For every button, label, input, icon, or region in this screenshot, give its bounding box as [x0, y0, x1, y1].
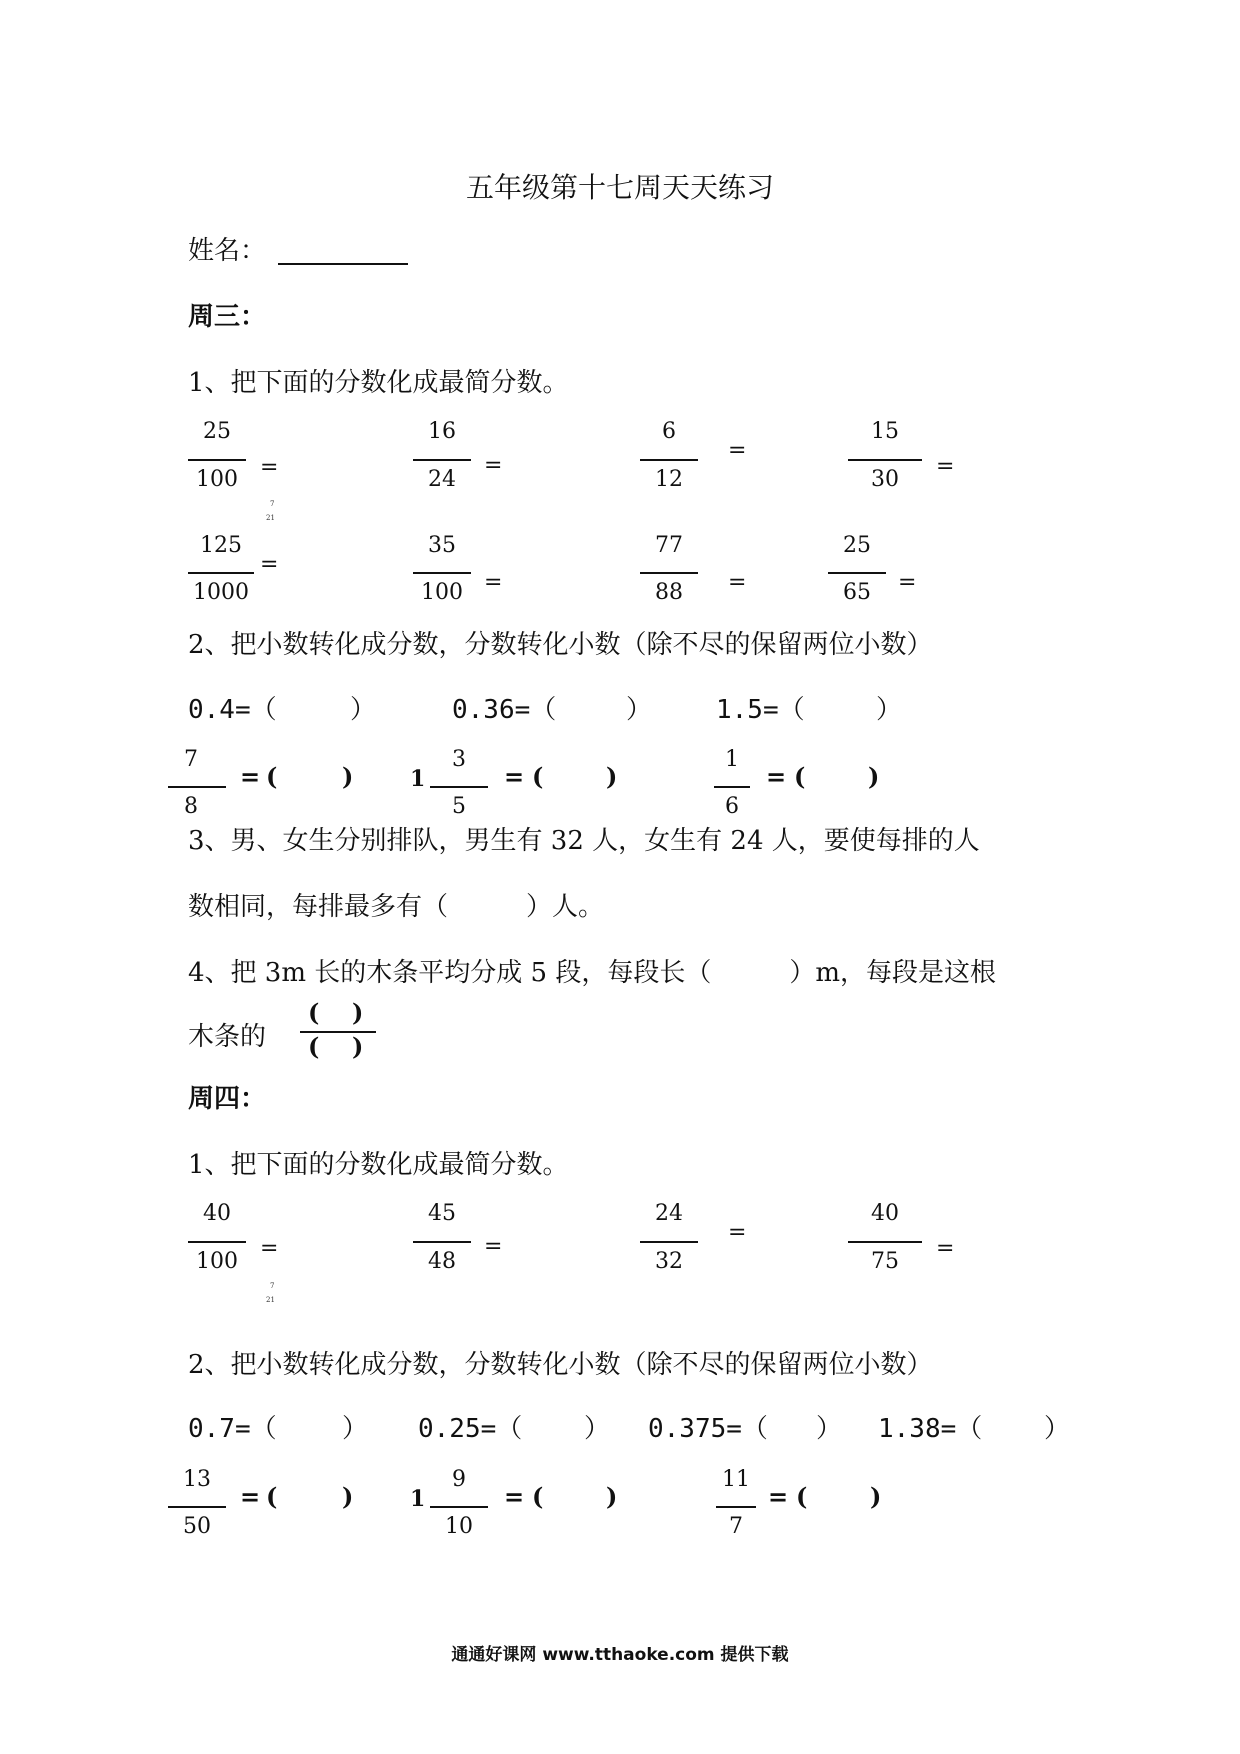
q3-line2: 数相同，每排最多有（ ）人。: [188, 892, 605, 922]
fraction-bar: [413, 1241, 471, 1243]
close-paren: ): [352, 1032, 364, 1061]
fraction-numerator: 25: [843, 533, 871, 558]
fraction-denominator: 1000: [193, 580, 249, 605]
equals-sign: =: [728, 438, 747, 463]
close-paren: ): [606, 1482, 618, 1511]
q2-text-thursday: 2、把小数转化成分数，分数转化小数（除不尽的保留两位小数）: [188, 1350, 933, 1380]
q1-text-thursday: 1、把下面的分数化成最简分数。: [188, 1150, 569, 1180]
fraction-numerator: 125: [200, 533, 242, 558]
fraction-bar: [413, 459, 471, 461]
close-paren: ): [868, 762, 880, 791]
fraction-bar: [716, 1506, 756, 1508]
decimal-item: 0.375=（: [648, 1414, 768, 1444]
fraction-numerator: 40: [203, 1201, 231, 1226]
open-paren: (: [532, 1482, 544, 1511]
fraction: [188, 1202, 246, 1286]
fraction-numerator: 13: [183, 1467, 211, 1492]
name-label: 姓名：: [188, 236, 267, 266]
open-paren: (: [266, 762, 278, 791]
fraction-denominator: 65: [843, 580, 871, 605]
fraction-denominator: 5: [452, 794, 466, 819]
day-label-thursday: 周四：: [188, 1084, 267, 1114]
equals-sign: =: [260, 552, 279, 577]
equals-sign: =: [484, 1234, 503, 1259]
equals-sign: =: [504, 1482, 525, 1511]
fraction-numerator: 6: [662, 419, 676, 444]
open-paren: (: [794, 762, 806, 791]
fraction: [413, 420, 471, 504]
fraction-numerator: 15: [871, 419, 899, 444]
fraction: [430, 1468, 488, 1552]
fraction: [168, 1468, 226, 1552]
close-paren: ): [342, 762, 354, 791]
fraction-bar: [430, 786, 488, 788]
fraction-numerator: 77: [655, 533, 683, 558]
fraction-denominator: 100: [421, 580, 463, 605]
fraction-denominator: 75: [871, 1249, 899, 1274]
fraction-denominator: 48: [428, 1249, 456, 1274]
decimal-item: 0.4=（: [188, 695, 277, 725]
decimal-item: 1.38=（: [878, 1414, 983, 1444]
fraction: [848, 420, 922, 504]
fraction-numerator: 3: [452, 747, 466, 772]
fraction-numerator: 9: [452, 1467, 466, 1492]
fraction-denominator: 12: [655, 467, 683, 492]
equals-sign: =: [504, 762, 525, 791]
fraction-bar: [640, 572, 698, 574]
fraction-denominator: 100: [196, 1249, 238, 1274]
fraction-denominator: 10: [445, 1514, 473, 1539]
decimal-item: 0.25=（: [418, 1414, 523, 1444]
fraction-numerator: 1: [725, 747, 739, 772]
fraction-denominator: 8: [184, 794, 198, 819]
equals-sign: =: [484, 453, 503, 478]
page-title: 五年级第十七周天天练习: [465, 171, 774, 204]
q4-line1: 4、把 3m 长的木条平均分成 5 段，每段长（ ）m，每段是这根: [188, 958, 996, 988]
q3-line1: 3、男、女生分别排队，男生有 32 人，女生有 24 人，要使每排的人: [188, 826, 980, 856]
equals-sign: =: [898, 570, 917, 595]
close-paren: ): [870, 1482, 882, 1511]
close-paren: ): [606, 762, 618, 791]
decimal-close-paren: ）: [626, 695, 653, 725]
decimal-close-paren: ）: [1044, 1414, 1071, 1444]
fraction-numerator: 45: [428, 1201, 456, 1226]
fraction: [716, 1468, 756, 1552]
decimal-item: 0.36=（: [452, 695, 557, 725]
fraction: [640, 534, 698, 618]
close-paren: ): [352, 998, 364, 1027]
tiny-mark: 21: [266, 1296, 275, 1304]
fraction-numerator: 40: [871, 1201, 899, 1226]
fraction-bar: [413, 572, 471, 574]
fraction-denominator: 88: [655, 580, 683, 605]
fraction-bar: [848, 1241, 922, 1243]
fraction-bar: [430, 1506, 488, 1508]
fraction: [640, 420, 698, 504]
equals-sign: =: [728, 1220, 747, 1245]
equals-sign: =: [484, 570, 503, 595]
fraction-numerator: 16: [428, 419, 456, 444]
fraction: [188, 534, 254, 618]
mixed-whole-number: 1: [410, 766, 426, 792]
close-paren: ): [342, 1482, 354, 1511]
fraction: [828, 534, 886, 618]
q1-text-wednesday: 1、把下面的分数化成最简分数。: [188, 368, 569, 398]
fraction: [640, 1202, 698, 1286]
fraction-denominator: 32: [655, 1249, 683, 1274]
equals-sign: =: [728, 570, 747, 595]
fraction-bar: [640, 1241, 698, 1243]
decimal-close-paren: ）: [816, 1414, 843, 1444]
decimal-close-paren: ）: [584, 1414, 611, 1444]
equals-sign: =: [768, 1482, 789, 1511]
name-blank-line: [278, 263, 408, 265]
open-paren: (: [266, 1482, 278, 1511]
fraction-denominator: 30: [871, 467, 899, 492]
fraction: [413, 1202, 471, 1286]
open-paren: (: [532, 762, 544, 791]
equals-sign: =: [240, 1482, 261, 1511]
decimal-item: 0.7=（: [188, 1414, 277, 1444]
fraction-denominator: 6: [725, 794, 739, 819]
equals-sign: =: [240, 762, 261, 791]
fraction-bar: [848, 459, 922, 461]
fraction-denominator: 7: [729, 1514, 743, 1539]
open-paren: (: [308, 1032, 320, 1061]
fraction-numerator: 24: [655, 1201, 683, 1226]
decimal-close-paren: ）: [876, 695, 903, 725]
fraction-bar: [188, 459, 246, 461]
equals-sign: =: [936, 454, 955, 479]
equals-sign: =: [260, 1236, 279, 1261]
q4-line2: 木条的: [188, 1022, 267, 1052]
tiny-mark: 7: [270, 500, 275, 508]
decimal-close-paren: ）: [350, 695, 377, 725]
day-label-wednesday: 周三：: [188, 302, 267, 332]
fraction-numerator: 35: [428, 533, 456, 558]
tiny-mark: 21: [266, 514, 275, 522]
fraction-denominator: 50: [183, 1514, 211, 1539]
fraction: [188, 420, 246, 504]
equals-sign: =: [936, 1236, 955, 1261]
footer-text: 通通好课网 www.tthaoke.com 提供下载: [451, 1645, 789, 1665]
decimal-item: 1.5=（: [716, 695, 805, 725]
fraction-bar: [188, 572, 254, 574]
fraction-numerator: 25: [203, 419, 231, 444]
fraction-bar: [828, 572, 886, 574]
tiny-mark: 7: [270, 1282, 275, 1290]
decimal-close-paren: ）: [342, 1414, 369, 1444]
open-paren: (: [796, 1482, 808, 1511]
equals-sign: =: [766, 762, 787, 791]
fraction-bar: [168, 1506, 226, 1508]
fraction-denominator: 24: [428, 467, 456, 492]
q2-text-wednesday: 2、把小数转化成分数，分数转化小数（除不尽的保留两位小数）: [188, 630, 933, 660]
fraction-bar: [188, 1241, 246, 1243]
open-paren: (: [308, 998, 320, 1027]
fraction-bar: [714, 786, 750, 788]
fraction-numerator: 7: [184, 747, 198, 772]
fraction: [413, 534, 471, 618]
fraction-bar: [640, 459, 698, 461]
mixed-whole-number: 1: [410, 1486, 426, 1512]
fraction: [848, 1202, 922, 1286]
fraction-bar: [168, 786, 226, 788]
blank-fraction: [300, 1000, 376, 1068]
fraction-numerator: 11: [722, 1467, 750, 1492]
fraction-denominator: 100: [196, 467, 238, 492]
equals-sign: =: [260, 455, 279, 480]
